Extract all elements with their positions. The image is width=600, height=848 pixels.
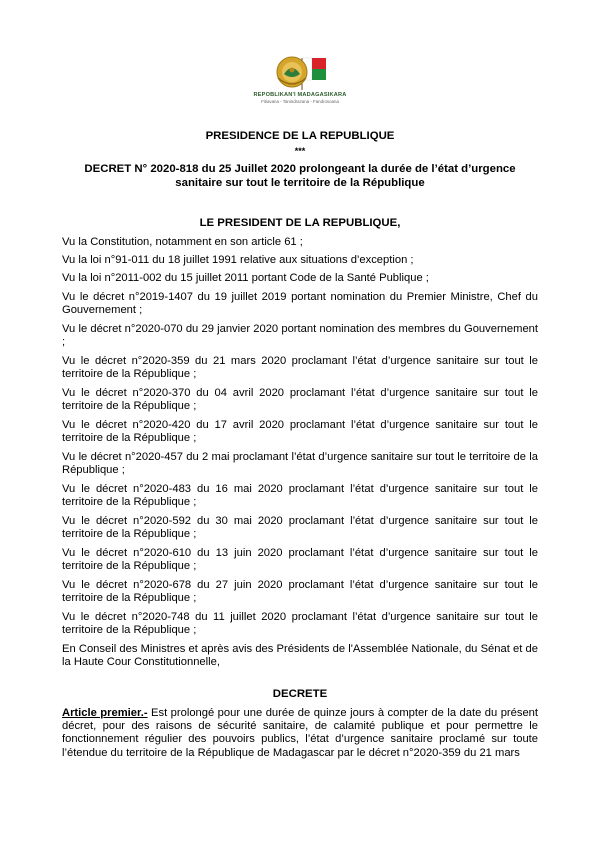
- decree-title-line1: DECRET N° 2020-818 du 25 Juillet 2020 prolongeant la durée de l’état d’urgence: [84, 163, 516, 175]
- visa-decret-2019-1407: Vu le décret n°2019-1407 du 19 juillet 2019 portant nomination du Premier Ministre, Chef du Gouvernement ;: [62, 291, 538, 317]
- presidence-heading: PRESIDENCE DE LA REPUBLIQUE: [205, 130, 395, 142]
- visa-constitution: Vu la Constitution, notamment en son article 61 ;: [62, 236, 303, 248]
- visa-loi-91-011: Vu la loi n°91-011 du 18 juillet 1991 relative aux situations d’exception ;: [62, 254, 414, 266]
- article-premier-label: Article premier.-: [62, 707, 148, 719]
- president-heading: LE PRESIDENT DE LA REPUBLIQUE,: [199, 217, 401, 229]
- visa-decret-2020-370: Vu le décret n°2020-370 du 04 avril 2020 proclamant l’état d’urgence sanitaire sur tout le territoire de la République ;: [62, 387, 538, 413]
- visa-decret-2020-457: Vu le décret n°2020-457 du 2 mai proclamant l’état d’urgence sanitaire sur tout le territoire de la République ;: [62, 451, 538, 477]
- visa-loi-2011-002: Vu la loi n°2011-002 du 15 juillet 2011 portant Code de la Santé Publique ;: [62, 272, 429, 284]
- decrete-heading: DECRETE: [272, 688, 328, 700]
- visa-decret-2020-678: Vu le décret n°2020-678 du 27 juin 2020 proclamant l’état d’urgence sanitaire sur tout le territoire de la République ;: [62, 579, 538, 605]
- visa-decret-2020-483: Vu le décret n°2020-483 du 16 mai 2020 proclamant l’état d’urgence sanitaire sur tout le territoire de la République ;: [62, 483, 538, 509]
- visa-decret-2020-359: Vu le décret n°2020-359 du 21 mars 2020 proclamant l’état d’urgence sanitaire sur tout le territoire de la République ;: [62, 355, 538, 381]
- visa-decret-2020-070: Vu le décret n°2020-070 du 29 janvier 2020 portant nomination des membres du Gouvernement ;: [62, 323, 538, 349]
- emblem-motto: Fitiavana - Tanindrazana - Fandrosoana: [261, 99, 339, 104]
- article-premier: [62, 707, 538, 760]
- emblem-title: REPOBLIKAN'I MADAGASIKARA: [253, 92, 347, 98]
- visa-decret-2020-748: Vu le décret n°2020-748 du 11 juillet 2020 proclamant l’état d’urgence sanitaire sur tout le territoire de la République ;: [62, 611, 538, 637]
- article-premier-text: Est prolongé pour une durée de quinze jours à compter de la date du présent décret, pour des raisons de sécurité sanitaire, de calamité publique et pour permettre le fonctionnement régulier des pouvoirs publics, l’état d’urgence sanitaire proclamé sur toute l’étendue du territoire de la République de Madagascar par le décret n°2020-359 du 21 mars: [62, 707, 539, 759]
- visa-decret-2020-592: Vu le décret n°2020-592 du 30 mai 2020 proclamant l’état d’urgence sanitaire sur tout le territoire de la République ;: [62, 515, 538, 541]
- emblem: [246, 48, 354, 108]
- emblem-seal-icon: [272, 48, 328, 92]
- decree-title-line2: sanitaire sur tout le territoire de la République: [175, 177, 425, 189]
- conseil-des-ministres: En Conseil des Ministres et après avis des Présidents de l'Assemblée Nationale, du Sénat et de la Haute Cour Constitutionnelle,: [62, 643, 538, 669]
- separator: ***: [294, 146, 306, 156]
- visa-decret-2020-610: Vu le décret n°2020-610 du 13 juin 2020 proclamant l’état d’urgence sanitaire sur tout le territoire de la République ;: [62, 547, 538, 573]
- visa-decret-2020-420: Vu le décret n°2020-420 du 17 avril 2020 proclamant l’état d’urgence sanitaire sur tout le territoire de la République ;: [62, 419, 538, 445]
